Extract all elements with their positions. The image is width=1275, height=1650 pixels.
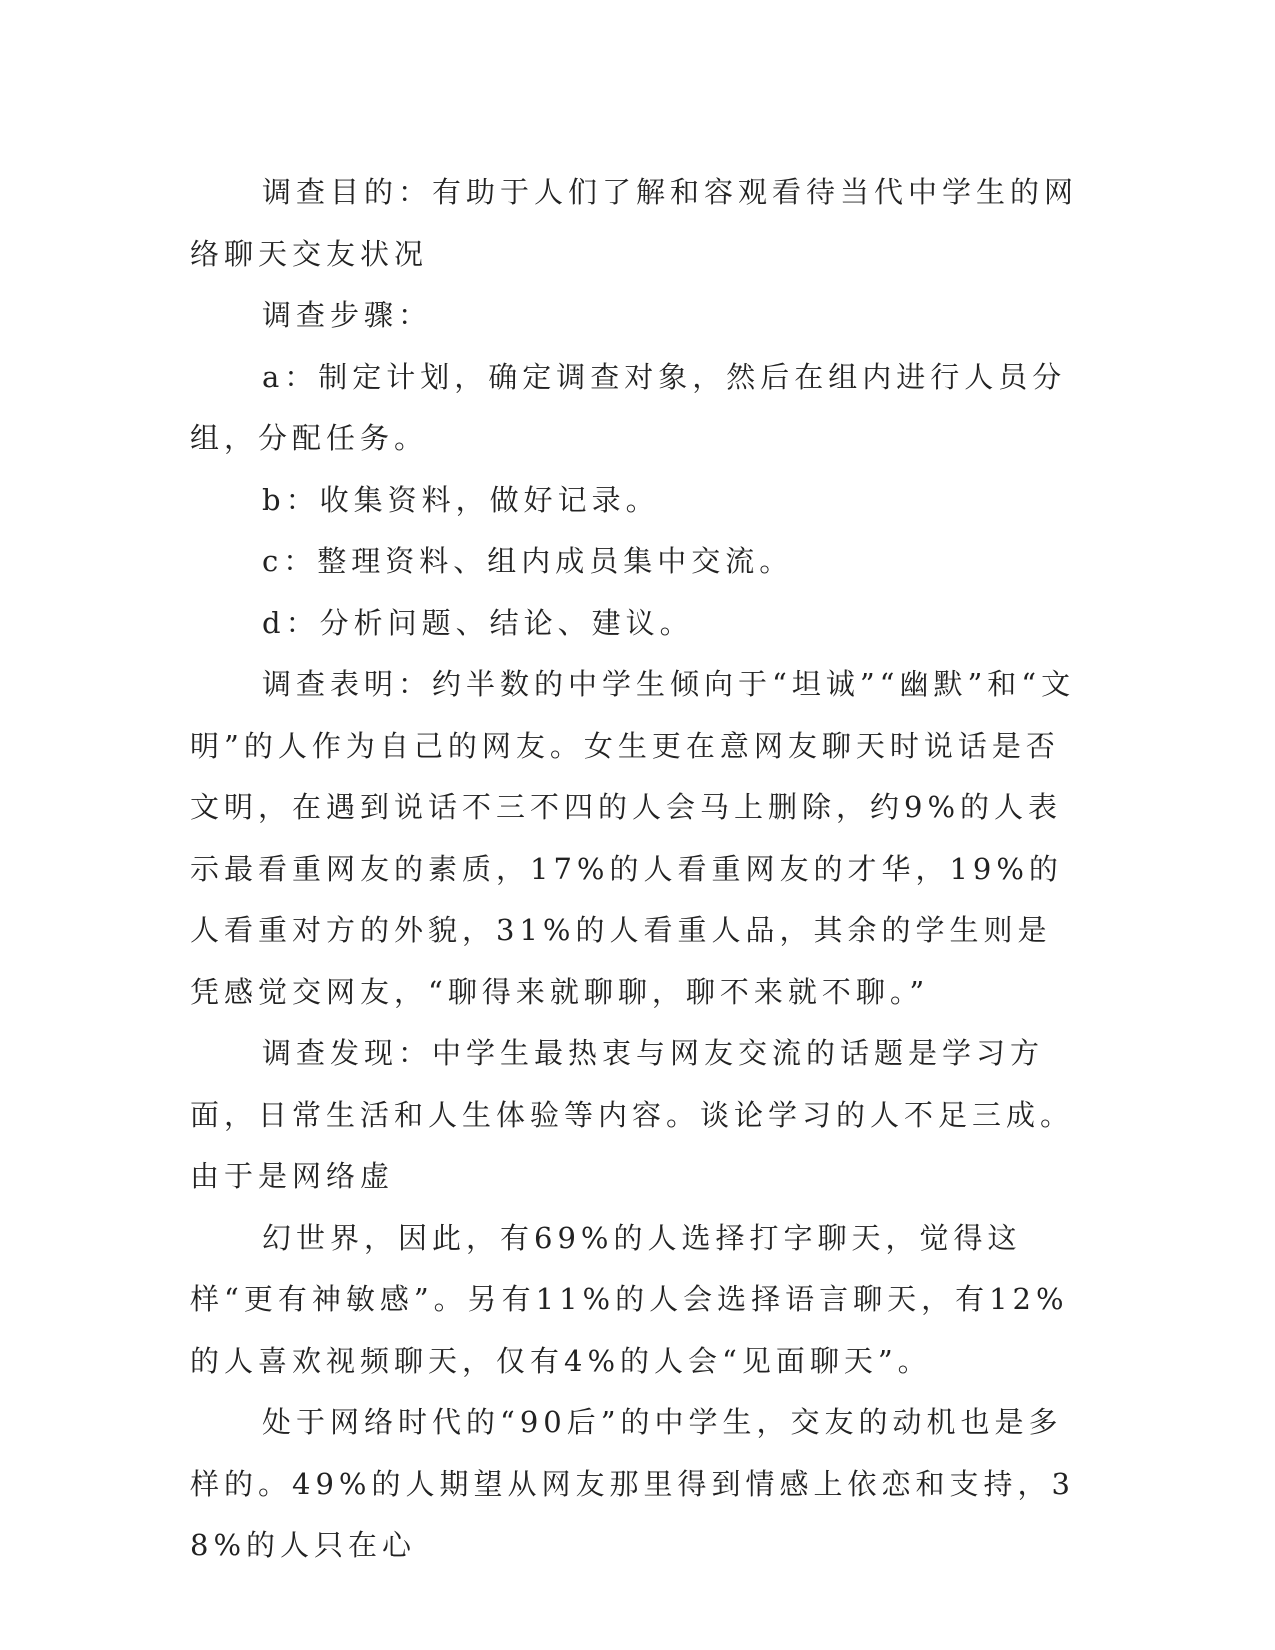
document-body [190, 162, 1080, 1577]
paragraph-survey-finds: 调查发现：中学生最热衷与网友交流的话题是学习方面，日常生活和人生体验等内容。谈论学习的人不足三成。由于是网络虚 [190, 1036, 1075, 1193]
paragraph-step-c: c：整理资料、组内成员集中交流。 [262, 544, 794, 578]
paragraph-step-b: b：收集资料，做好记录。 [262, 482, 660, 517]
paragraph-step-a: a：制定计划，确定调查对象，然后在组内进行人员分组，分配任务。 [190, 359, 1067, 455]
paragraph-chat-methods: 幻世界，因此，有69%的人选择打字聊天，觉得这样“更有神敏感”。另有11%的人会选择语言聊天，有12%的人喜欢视频聊天，仅有4%的人会“见面聊天”。 [190, 1220, 1069, 1378]
paragraph-step-d: d：分析问题、结论、建议。 [262, 605, 694, 640]
paragraph-survey-steps-heading: 调查步骤： [262, 298, 433, 332]
paragraph-motivation: 处于网络时代的“90后”的中学生，交友的动机也是多样的。49%的人期望从网友那里得到情感上依恋和支持，38%的人只在心 [190, 1405, 1075, 1562]
paragraph-survey-shows: 调查表明：约半数的中学生倾向于“坦诚”“幽默”和“文明”的人作为自己的网友。女生更在意网友聊天时说话是否文明，在遇到说话不三不四的人会马上删除，约9%的人表示最看重网友的素质，17%的人看重网友的才华，19%的人看重对方的外貌，31%的人看重人品，其余的学生则是凭感觉交网友，“聊得来就聊聊，聊不来就不聊。” [190, 667, 1076, 1009]
paragraph-survey-purpose: 调查目的：有助于人们了解和容观看待当代中学生的网络聊天交友状况 [190, 175, 1079, 271]
